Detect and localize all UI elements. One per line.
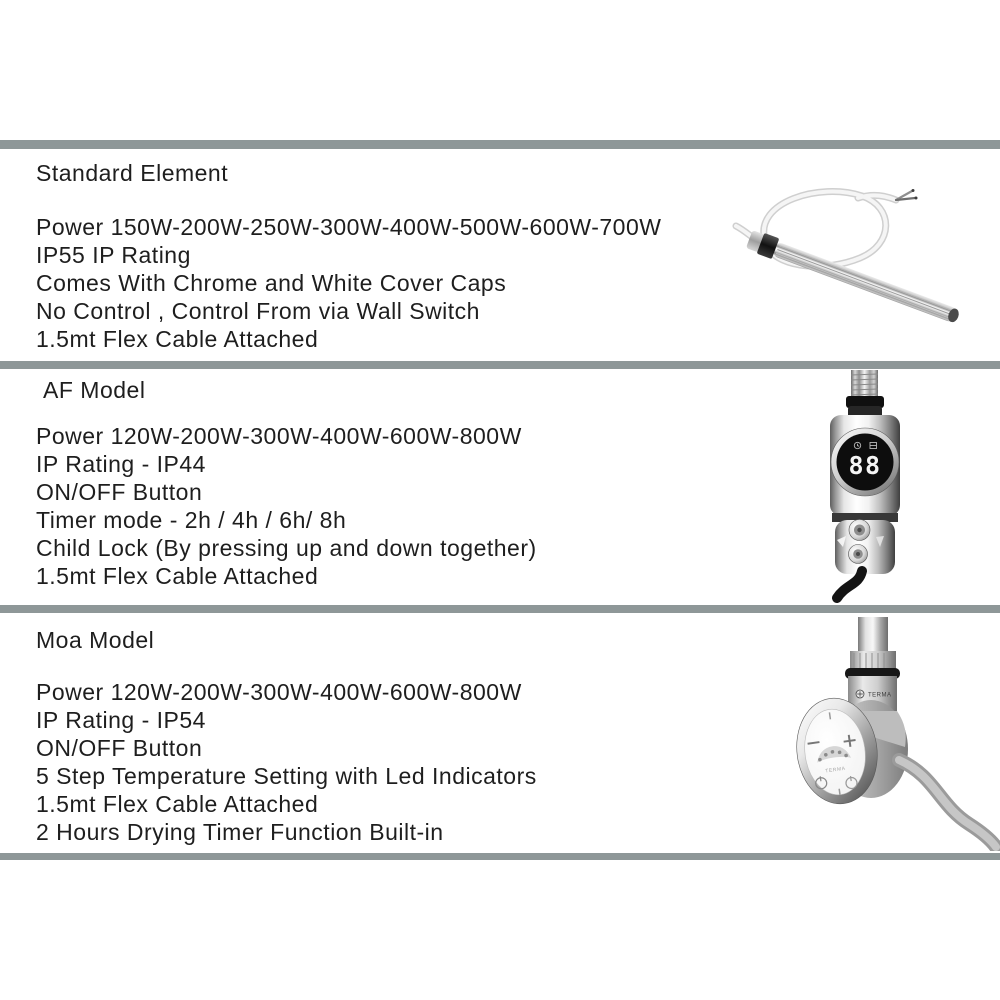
spec-line: Power 120W-200W-300W-400W-600W-800W <box>36 423 522 449</box>
spec-line: No Control , Control From via Wall Switch <box>36 298 480 324</box>
section-standard-element <box>36 159 726 353</box>
moa-model-thermostat-photo <box>765 613 1000 851</box>
spec-line: 5 Step Temperature Setting with Led Indicators <box>36 763 537 789</box>
spec-line: Comes With Chrome and White Cover Caps <box>36 270 507 296</box>
spec-line: Power 120W-200W-300W-400W-600W-800W <box>36 679 522 705</box>
spec-line: 1.5mt Flex Cable Attached <box>36 563 319 589</box>
section-af-model <box>36 376 726 590</box>
threaded-stem <box>851 370 878 400</box>
spec-line: Timer mode - 2h / 4h / 6h/ 8h <box>36 507 347 533</box>
bottom-tick <box>839 789 840 795</box>
section-divider-top <box>0 140 1000 149</box>
af-model-controller-photo <box>815 368 915 603</box>
section-moa-model <box>36 626 726 846</box>
grey-flex-cable <box>899 760 996 847</box>
spec-list <box>36 678 726 846</box>
spec-line: 2 Hours Drying Timer Function Built-in <box>36 819 444 845</box>
section-divider-bottom <box>0 853 1000 860</box>
heating-rod <box>745 229 962 328</box>
spec-list <box>36 422 726 590</box>
threaded-pipe <box>850 617 896 670</box>
spec-line: IP Rating - IP44 <box>36 451 206 477</box>
controller-lower-body <box>835 520 895 575</box>
terma-logo-icon <box>856 690 864 698</box>
up-button <box>849 520 870 541</box>
spec-line: Child Lock (By pressing up and down together) <box>36 535 537 561</box>
display-digits: 88 <box>848 451 882 480</box>
section-title: Moa Model <box>36 627 155 653</box>
section-divider-3 <box>0 605 1000 613</box>
collar-brand-text: TERMA <box>868 692 892 699</box>
spec-line: 1.5mt Flex Cable Attached <box>36 326 319 352</box>
spec-line: ON/OFF Button <box>36 735 203 761</box>
stripped-wire-ends <box>896 189 918 200</box>
spec-line: ON/OFF Button <box>36 479 203 505</box>
face-brand-text: TERMA <box>824 765 847 775</box>
black-flex-cable <box>837 571 862 598</box>
connector-rings <box>846 396 884 418</box>
spec-line: IP55 IP Rating <box>36 242 191 268</box>
section-title: Standard Element <box>36 160 229 186</box>
section-title: AF Model <box>43 377 146 403</box>
spec-list <box>36 213 726 353</box>
down-button <box>849 545 868 564</box>
digital-display <box>831 428 899 496</box>
top-tick <box>829 712 830 719</box>
spec-line: 1.5mt Flex Cable Attached <box>36 791 319 817</box>
spec-line: Power 150W-200W-250W-300W-400W-500W-600W-700W <box>36 214 662 240</box>
spec-line: IP Rating - IP54 <box>36 707 206 733</box>
standard-heating-element-photo <box>710 160 990 350</box>
